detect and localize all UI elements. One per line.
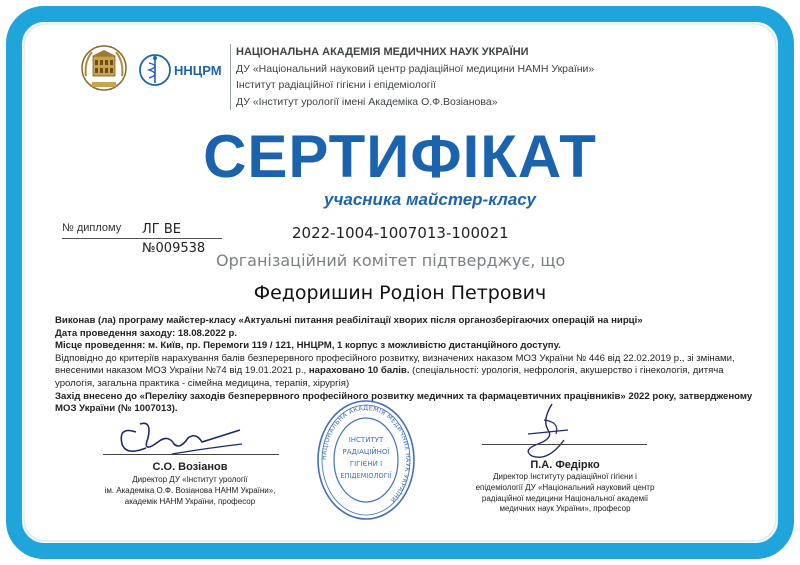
header-divider xyxy=(230,44,231,110)
signature-right-line xyxy=(482,444,647,445)
criteria-line-3: урологія, загальна практика - сімейна медицина, терапія, хірургія) xyxy=(55,377,350,389)
program-line: Виконав (ла) програму майстер-класу «Актуальні питання реабілітації хворих після органозберігаючих операцій на нирці» xyxy=(55,315,643,326)
signatory-left-name: С.О. Возіанов xyxy=(152,461,228,473)
official-stamp xyxy=(316,398,416,522)
signatory-right-name: П.А. Федірко xyxy=(530,459,600,471)
signatory-left-position xyxy=(60,475,320,507)
signatory-right-position xyxy=(440,472,690,515)
signatory-left-pos-3: академік НАНМ України, професор xyxy=(124,496,256,506)
signatory-right-pos-4: медичних наук України», професор xyxy=(499,504,631,514)
signature-right-icon xyxy=(508,400,580,464)
issuer-urology-institute: ДУ «Інститут урології імені Академіка О.Ф.Возіанова» xyxy=(236,95,498,108)
committee-confirmation: Організаційний комітет підтверджує, що xyxy=(216,251,566,270)
issuer-header xyxy=(236,44,636,110)
criteria-line-2 xyxy=(55,365,755,378)
event-date: Дата проведення заходу: 18.08.2022 р. xyxy=(55,327,238,339)
credit-points: нараховано 10 балів. xyxy=(306,365,410,377)
nncrm-logo-text: ННЦРМ xyxy=(174,63,222,78)
nncrm-logo-icon xyxy=(138,50,224,90)
specialties-start: (спеціальності: урологія, нефрологія, акушерство і гінекологія, дитяча xyxy=(409,365,724,377)
issuer-hygiene-institute: Інститут радіаційної гігієни і епідеміології xyxy=(236,79,436,91)
issuer-academy: НАЦІОНАЛЬНА АКАДЕМІЯ МЕДИЧНИХ НАУК УКРАЇНИ xyxy=(236,46,529,58)
event-place: Місце проведення: м. Київ, пр. Перемоги 119 / 121, ННЦРМ, 1 корпус з можливістю дистанційного доступу. xyxy=(55,340,561,352)
issuer-radiation-center: ДУ «Національний науковий центр радіаційної медицини НАМН України» xyxy=(236,62,595,75)
certificate-title: СЕРТИФІКАТ xyxy=(203,123,597,190)
listed-line-2: МОЗ України (№ 1007013). xyxy=(55,403,178,415)
signatory-right-pos-3: радіаційної медицини Національної академії xyxy=(481,493,649,503)
stamp-line-4: ЕПІДЕМІОЛОГІЇ xyxy=(340,472,392,480)
stamp-line-1: ІНСТИТУТ xyxy=(348,436,384,444)
signatory-right-pos-2: епідеміології ДУ «Національний науковий центр xyxy=(475,482,655,492)
diploma-series: ЛГ ВЕ xyxy=(142,222,181,237)
listed-line-1: Захід внесено до «Переліку заходів безперервного професійного розвитку медичних та фармацевтичних працівників» 2022 року, затвердженому xyxy=(55,390,753,402)
academy-logo-icon xyxy=(80,42,128,98)
signature-left-line xyxy=(103,454,279,455)
certificate-subtitle: учасника майстер-класу xyxy=(324,190,536,209)
criteria-line-1: Відповідно до критеріїв нарахування балів безперервного професійного розвитку, визначених наказом МОЗ України № 446 від 22.02.2019 р., зі змінами, xyxy=(55,352,735,364)
diploma-underline xyxy=(62,238,222,239)
stamp-line-3: ГІГІЄНИ І xyxy=(349,460,383,468)
diploma-number: №009538 xyxy=(142,241,206,256)
criteria-order: внесеними наказом МОЗ України №74 від 19.01.2021 р., xyxy=(55,365,307,377)
signatory-right-pos-1: Директор Інституту радіаційної гігієни і xyxy=(493,472,637,481)
certificate-code: 2022-1004-1007013-100021 xyxy=(292,224,509,242)
stamp-line-2: РАДІАЦІЙНОЇ xyxy=(342,448,390,456)
stamp-ring-text: НАЦІОНАЛЬНА АКАДЕМІЯ МЕДИЧНИХ НАУК УКРАЇНИ xyxy=(320,404,412,504)
diploma-label: № диплому xyxy=(62,222,122,234)
recipient-name: Федоришин Родіон Петрович xyxy=(253,282,547,304)
signatory-left-pos-1: Директор ДУ «Інститут урології xyxy=(132,475,248,484)
signatory-left-pos-2: ім. Академіка О.Ф. Возіанова НАНМ України», xyxy=(104,485,276,495)
